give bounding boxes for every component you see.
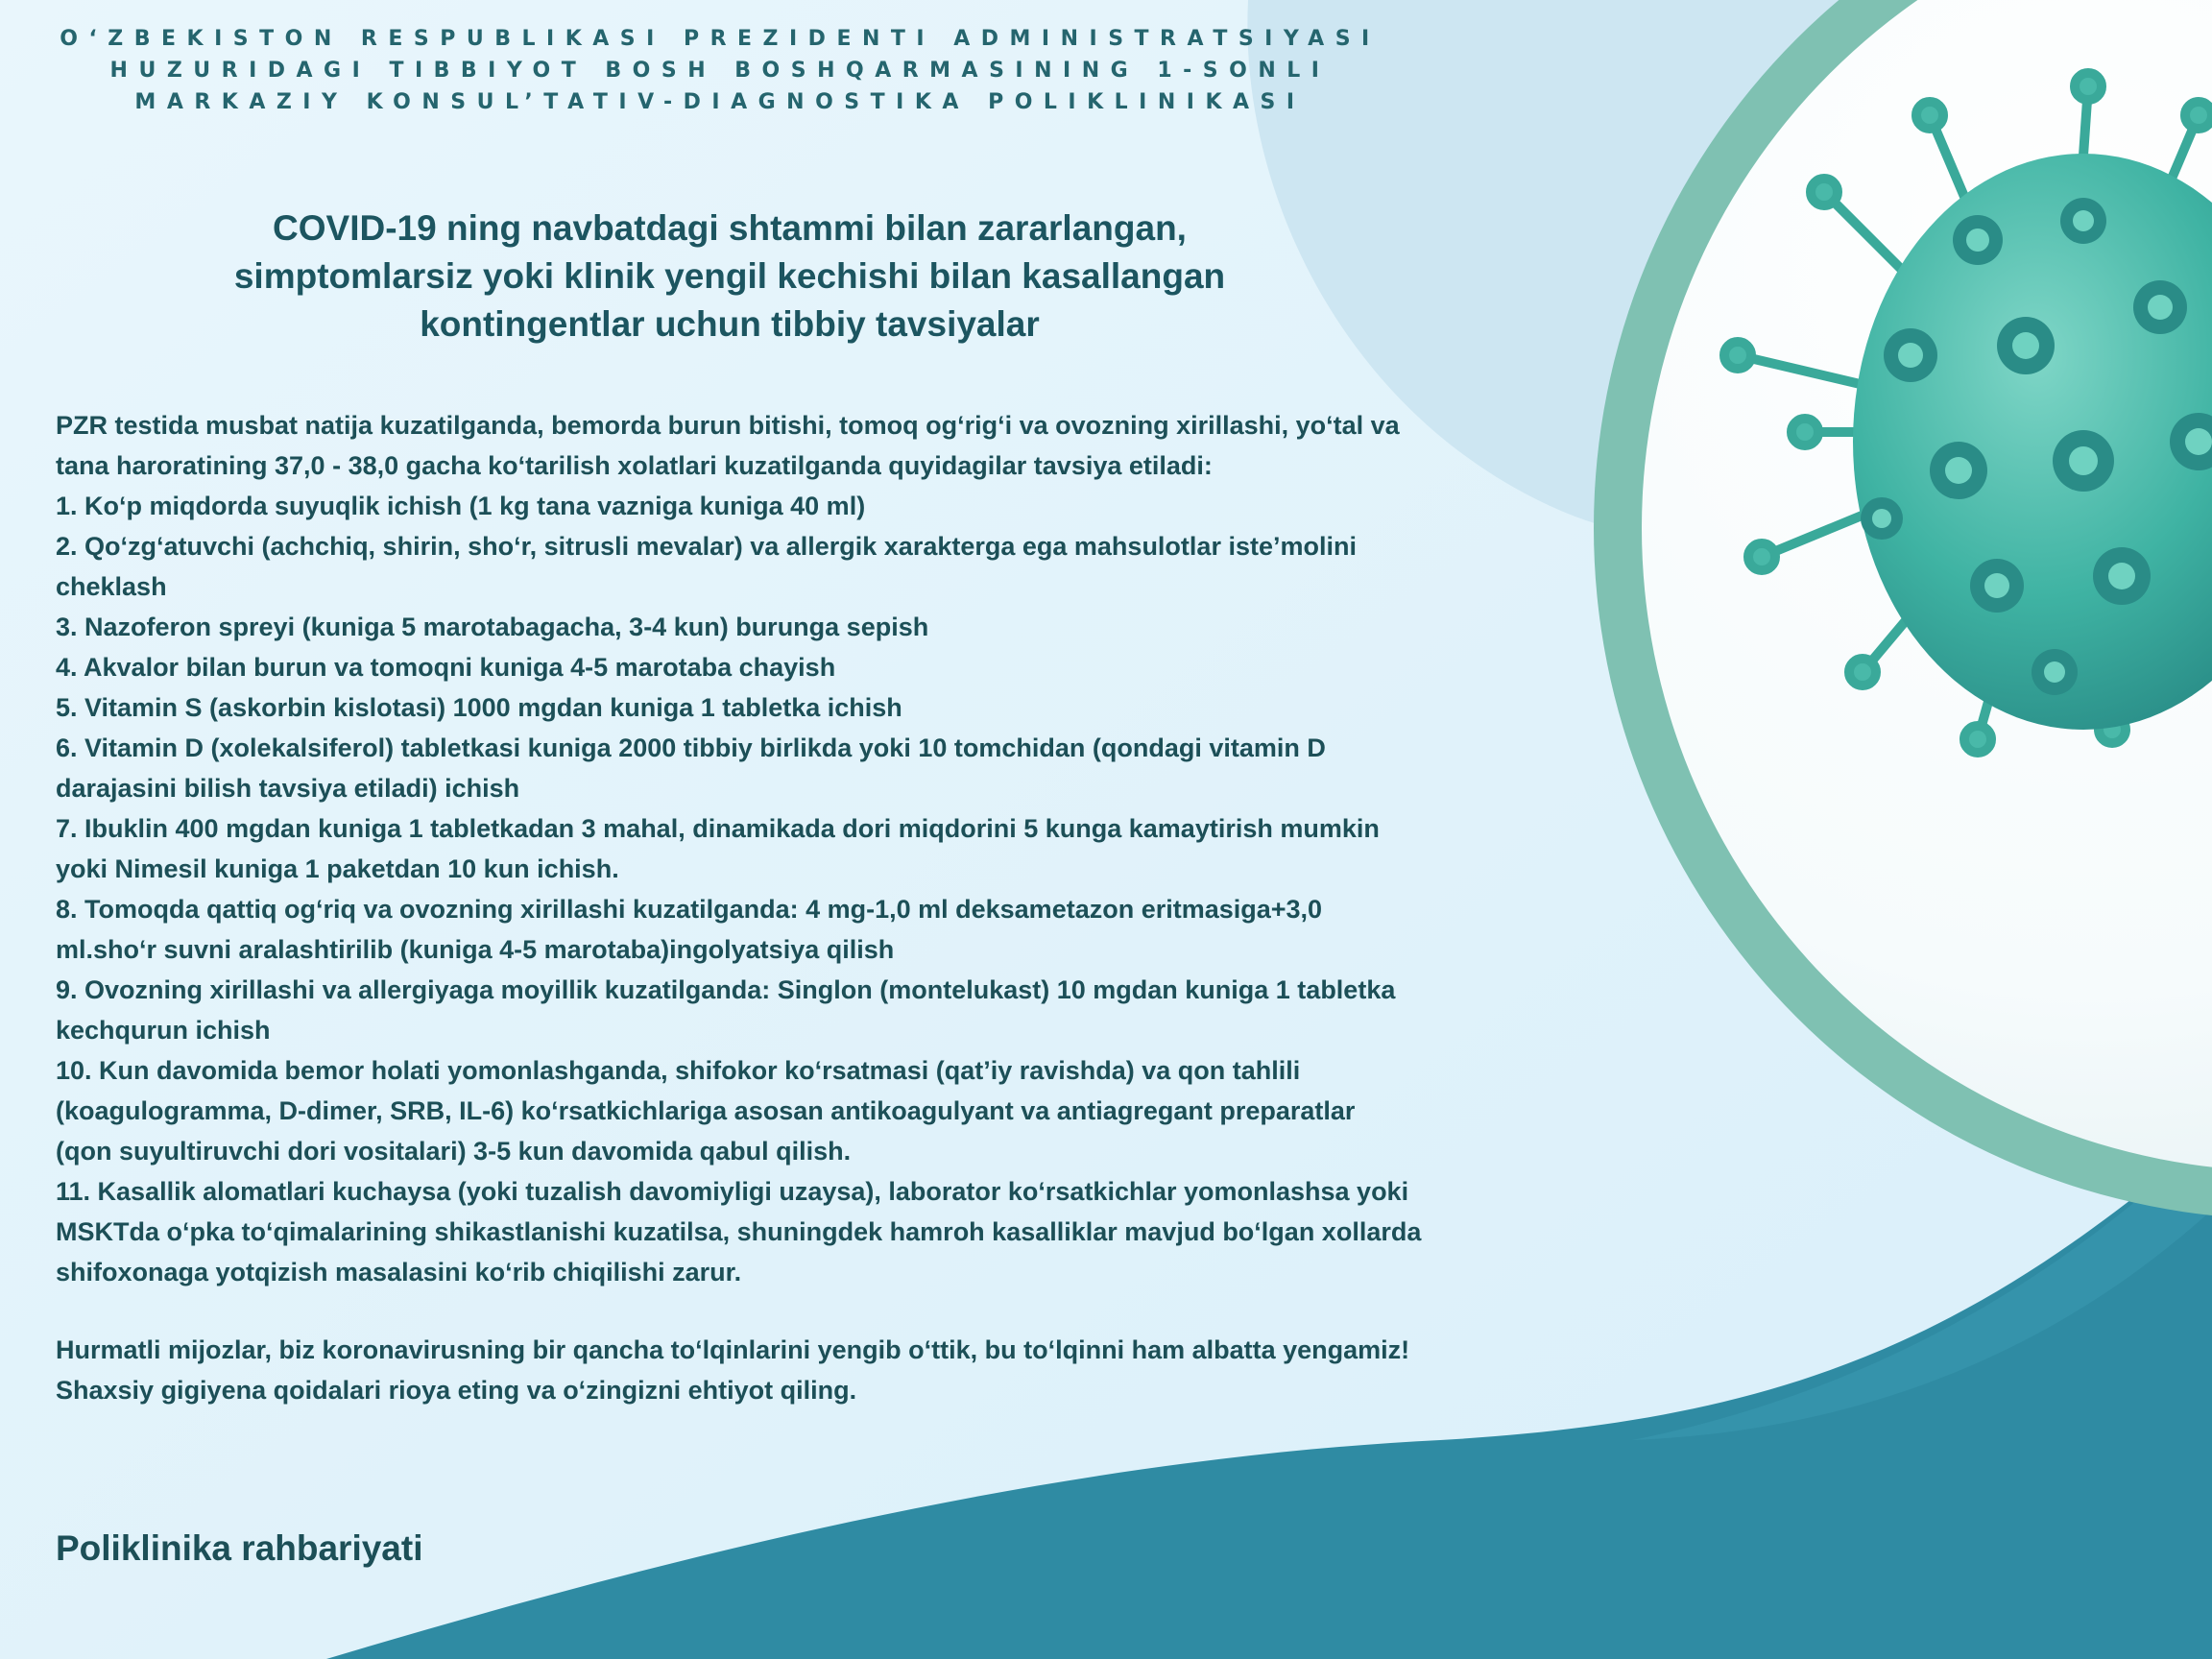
document-title [58, 204, 1402, 349]
body-line: yoki Nimesil kuniga 1 paketdan 10 kun ichish. [56, 854, 619, 883]
body-line: MSKTda o‘pka to‘qimalarining shikastlanishi kuzatilsa, shuningdek hamroh kasalliklar mavjud bo‘lgan xollarda [56, 1217, 1422, 1246]
body-line: 3. Nazoferon spreyi (kuniga 5 marotabagacha, 3-4 kun) burunga sepish [56, 613, 929, 641]
body-line: tana haroratining 37,0 - 38,0 gacha ko‘tarilish xolatlari kuzatilganda quyidagilar tavsiya etiladi: [56, 451, 1213, 480]
closing-line: Hurmatli mijozlar, biz koronavirusning bir qancha to‘lqinlarini yengib o‘ttik, bu to‘lqinni ham albatta yengamiz! [56, 1335, 1410, 1364]
body-line: 5. Vitamin S (askorbin kislotasi) 1000 mgdan kuniga 1 tabletka ichish [56, 693, 902, 722]
body-line: (koagulogramma, D-dimer, SRB, IL-6) ko‘rsatkichlariga asosan antikoagulyant va antiagregant preparatlar [56, 1096, 1356, 1125]
body-line: 11. Kasallik alomatlari kuchaysa (yoki tuzalish davomiyligi uzaysa), laborator ko‘rsatkichlar yomonlashsa yoki [56, 1177, 1409, 1206]
body-line: 8. Tomoqda qattiq og‘riq va ovozning xirillashi kuzatilganda: 4 mg-1,0 ml deksametazon eritmasiga+3,0 [56, 895, 1323, 924]
recommendations-body [56, 405, 1688, 1292]
institution-header [58, 23, 1382, 118]
header-line: MARKAZIY KONSUL’TATIV-DIAGNOSTIKA POLIKLINIKASI [134, 90, 1306, 114]
body-line: 6. Vitamin D (xolekalsiferol) tabletkasi kuniga 2000 tibbiy birlikda yoki 10 tomchidan (qondagi vitamin D [56, 733, 1326, 762]
header-line: HUZURIDAGI TIBBIYOT BOSH BOSHQARMASINING 1-SONLI [109, 59, 1331, 83]
body-line: PZR testida musbat natija kuzatilganda, bemorda burun bitishi, tomoq og‘rig‘i va ovozning xirillashi, yo‘tal va [56, 411, 1400, 440]
body-line: (qon suyultiruvchi dori vositalari) 3-5 kun davomida qabul qilish. [56, 1137, 852, 1166]
title-line: simptomlarsiz yoki klinik yengil kechishi bilan kasallangan [233, 256, 1226, 296]
body-line: 4. Akvalor bilan burun va tomoqni kuniga 4-5 marotaba chayish [56, 653, 836, 682]
closing-message [56, 1330, 1688, 1410]
body-line: 2. Qo‘zg‘atuvchi (achchiq, shirin, sho‘r, sitrusli mevalar) va allergik xarakterga ega mahsulotlar iste’molini [56, 532, 1357, 561]
body-line: darajasini bilish tavsiya etiladi) ichish [56, 774, 520, 803]
body-line: ml.sho‘r suvni aralashtirilib (kuniga 4-5 marotaba)ingolyatsiya qilish [56, 935, 895, 964]
body-line: 1. Ko‘p miqdorda suyuqlik ichish (1 kg tana vazniga kuniga 40 ml) [56, 492, 866, 520]
body-line: cheklash [56, 572, 167, 601]
body-line: shifoxonaga yotqizish masalasini ko‘rib chiqilishi zarur. [56, 1258, 742, 1286]
title-line: kontingentlar uchun tibbiy tavsiyalar [420, 304, 1040, 344]
header-line: O‘ZBEKISTON RESPUBLIKASI PREZIDENTI ADMINISTRATSIYASI [60, 27, 1381, 51]
closing-line: Shaxsiy gigiyena qoidalari rioya eting va o‘zingizni ehtiyot qiling. [56, 1376, 857, 1405]
title-line: COVID-19 ning navbatdagi shtammi bilan zararlangan, [273, 208, 1187, 248]
signature: Poliklinika rahbariyati [56, 1528, 423, 1568]
body-line: 9. Ovozning xirillashi va allergiyaga moyillik kuzatilganda: Singlon (montelukast) 10 mgdan kuniga 1 tabletka [56, 975, 1396, 1004]
body-line: 7. Ibuklin 400 mgdan kuniga 1 tabletkadan 3 mahal, dinamikada dori miqdorini 5 kunga kamaytirish mumkin [56, 814, 1380, 843]
body-line: 10. Kun davomida bemor holati yomonlashganda, shifokor ko‘rsatmasi (qat’iy ravishda) va qon tahlili [56, 1056, 1301, 1085]
body-line: kechqurun ichish [56, 1016, 271, 1045]
